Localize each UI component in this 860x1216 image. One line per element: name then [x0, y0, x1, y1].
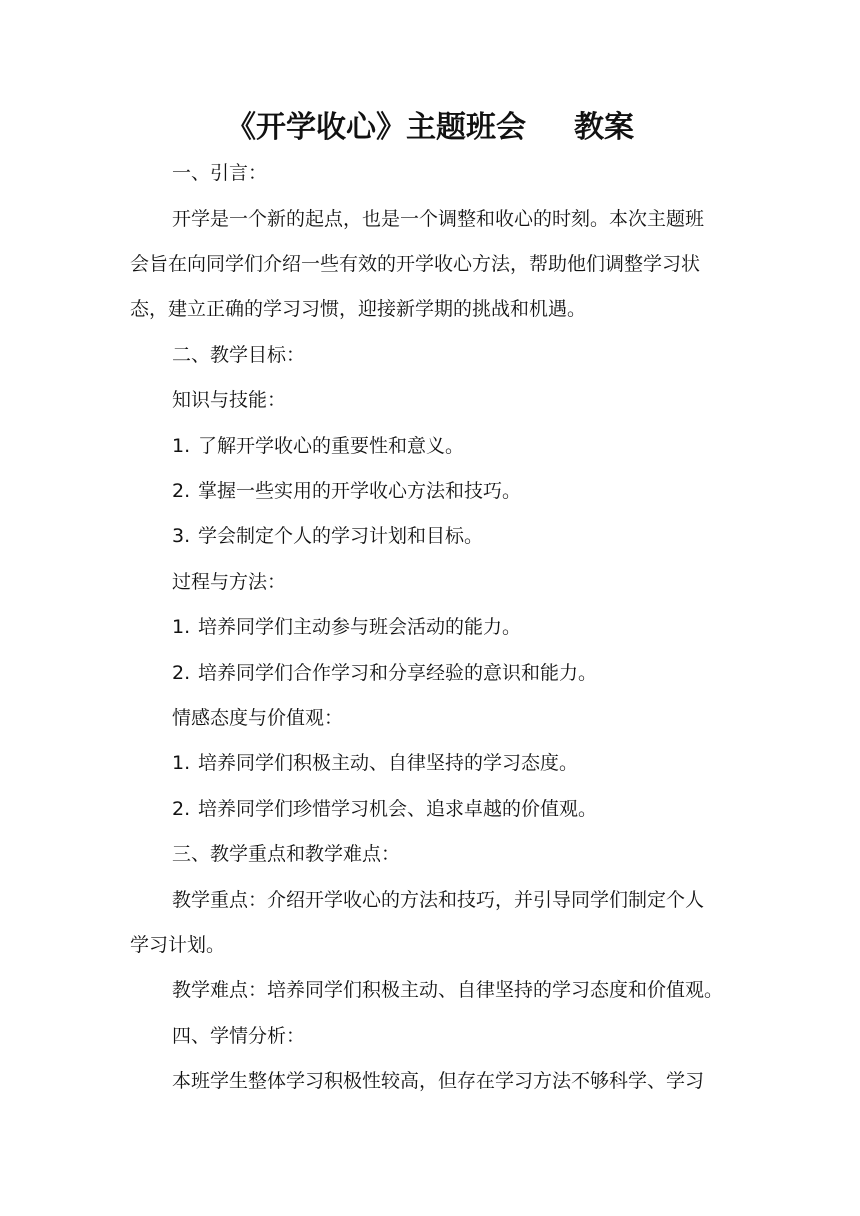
list-item-text: 培养同学们合作学习和分享经验的意识和能力。	[198, 662, 598, 684]
list-number: 2.	[172, 662, 191, 684]
list-item	[172, 432, 732, 460]
list-item	[172, 749, 732, 777]
list-number: 2.	[172, 798, 191, 820]
paragraph-line: 学习计划。	[130, 934, 226, 956]
list-item	[172, 522, 732, 550]
document-title	[0, 107, 860, 149]
section-heading-key-points: 三、教学重点和教学难点：	[172, 843, 401, 865]
list-item-text: 掌握一些实用的开学收心方法和技巧。	[198, 480, 522, 502]
list-number: 3.	[172, 525, 191, 547]
subheading-knowledge-skills: 知识与技能：	[172, 389, 287, 411]
paragraph-line: 教学重点：介绍开学收心的方法和技巧，并引导同学们制定个人	[172, 889, 705, 911]
list-number: 2.	[172, 480, 191, 502]
list-item	[172, 659, 732, 687]
paragraph-line: 教学难点：培养同学们积极主动、自律坚持的学习态度和价值观。	[172, 979, 724, 1001]
list-number: 1.	[172, 616, 191, 638]
paragraph-line: 本班学生整体学习积极性较高，但存在学习方法不够科学、学习	[172, 1070, 705, 1092]
section-heading-goals: 二、教学目标：	[172, 344, 306, 366]
list-item	[172, 795, 732, 823]
list-item	[172, 613, 732, 641]
subheading-process-methods: 过程与方法：	[172, 571, 287, 593]
list-item	[172, 477, 732, 505]
list-item-text: 学会制定个人的学习计划和目标。	[198, 525, 484, 547]
list-number: 1.	[172, 435, 191, 457]
list-number: 1.	[172, 752, 191, 774]
list-item-text: 培养同学们积极主动、自律坚持的学习态度。	[198, 752, 579, 774]
subheading-attitudes-values: 情感态度与价值观：	[172, 707, 344, 729]
section-heading-intro: 一、引言：	[172, 162, 268, 184]
list-item-text: 培养同学们珍惜学习机会、追求卓越的价值观。	[198, 798, 598, 820]
title-tail: 教案	[574, 110, 634, 145]
list-item-text: 培养同学们主动参与班会活动的能力。	[198, 616, 522, 638]
title-main: 《开学收心》主题班会	[226, 110, 526, 145]
list-item-text: 了解开学收心的重要性和意义。	[198, 435, 465, 457]
paragraph-line: 会旨在向同学们介绍一些有效的开学收心方法，帮助他们调整学习状	[130, 253, 701, 275]
paragraph-line: 开学是一个新的起点，也是一个调整和收心的时刻。本次主题班	[172, 208, 705, 230]
section-heading-analysis: 四、学情分析：	[172, 1025, 306, 1047]
paragraph-line: 态，建立正确的学习习惯，迎接新学期的挑战和机遇。	[130, 298, 587, 320]
